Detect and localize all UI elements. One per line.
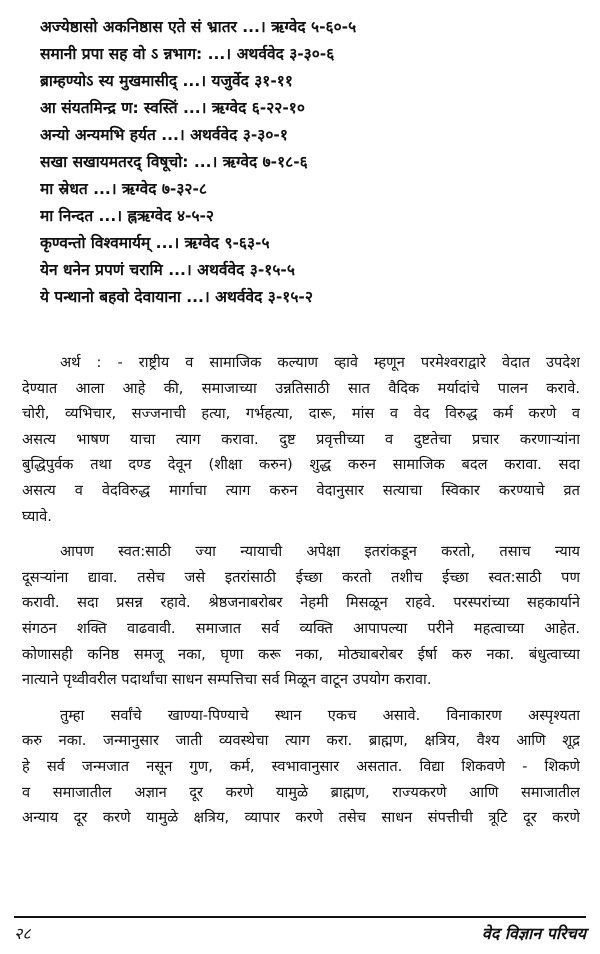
verse-line: मा निन्दत ...। ह्नऋग्वेद ४-५-२: [40, 207, 214, 225]
meaning-text: [22, 350, 580, 841]
text-line: नात्याने पृथ्वीवरील पदार्थांचा साधन सम्पत्तिचा सर्व मिळून वाटून उपयोग करावा.: [22, 671, 432, 689]
paragraph: [22, 539, 580, 693]
verse-line: येन धनेन प्रपणं चरामि ...। अथर्ववेद ३-१५-५: [40, 261, 295, 279]
text-line: बुद्धिपुर्वक तथा दण्ड देवून (शीक्षा करुन) शुद्ध करुन सामाजिक बदल करावा. सदा: [22, 456, 580, 474]
verse-line: अज्येष्ठासो अकनिष्ठास एते सं भ्रातर ...। ऋग्वेद ५-६०-५: [40, 18, 357, 36]
text-line: करु नका. जन्मानुसार जाती व्यवस्थेचा त्याग करा. ब्राह्मण, क्षत्रिय, वैश्य आणि शूद्र: [22, 732, 580, 750]
verse-line: आ संयतमिन्द्र ण: स्वस्तिं ...। ऋग्वेद ६-२२-१०: [40, 99, 305, 117]
running-footer-title: वेद विज्ञान परिचय: [481, 924, 586, 943]
text-line: अन्याय दूर करणे यामुळे क्षत्रिय, व्यापार करणे तसेच साधन संपत्तीची त्रूटि दूर करणे: [22, 809, 580, 827]
text-line: करावी. सदा प्रसन्न रहावे. श्रेष्ठजनाबरोबर नेहमी मिसळून राहवे. परस्परांच्या सहकार्याने: [22, 594, 580, 612]
text-line: देण्यात आला आहे की, समाजाच्या उन्नतिसाठी सात वैदिक मर्यादांचे पालन करावे.: [22, 379, 580, 397]
paragraph: [22, 350, 580, 529]
text-line: तुम्हा सर्वांचे खाण्या-पिण्याचे स्थान एकच असावे. विनाकारण अस्पृश्यता: [60, 706, 580, 724]
verse-line: अन्यो अन्यमभि हर्यत ...। अथर्ववेद ३-३०-१: [40, 126, 288, 144]
text-line: घ्यावे.: [22, 507, 52, 525]
verse-line: सखा सखायमतरद् विषूचो: ...। ऋग्वेद ७-१८-६: [40, 153, 308, 171]
footer-divider: [14, 916, 586, 918]
text-line: कोणासही कनिष्ठ समजू नका, घृणा करू नका, मोठ्याबरोबर ईर्षा करु नका. बंधुत्वाच्या: [22, 645, 580, 663]
verse-line: ये पन्थानो बहवो देवायाना ...। अथर्ववेद ३-१५-२: [40, 288, 313, 306]
text-line: अर्थ : - राष्ट्रीय व सामाजिक कल्याण व्हावे म्हणून परमेश्वराद्वारे वेदात उपदेश: [60, 354, 580, 371]
verse-line: समानी प्रपा सह वो ऽ न्नभाग: ...। अथर्ववेद ३-३०-६: [40, 45, 335, 63]
paragraph: [22, 703, 580, 831]
text-line: आपण स्वत:साठी ज्या न्यायाची अपेक्षा इतरांकडून करतो, तसाच न्याय: [60, 543, 580, 561]
text-line: हे सर्व जन्मजात नसून गुण, कर्म, स्वभावानुसार असतात. विद्या शिकवणे - शिकणे: [22, 757, 580, 775]
verse-line: कृण्वन्तो विश्वमार्यम् ...। ऋग्वेद ९-६३-५: [40, 234, 270, 252]
verse-line: ब्राम्हण्योऽ स्य मुखमासीद् ...। यजुर्वेद ३१-११: [40, 72, 293, 90]
text-line: व समाजातील अज्ञान दूर करणे यामुळे ब्राह्मण, राज्यकरणे आणि समाजातील: [22, 783, 580, 801]
text-line: असत्य व वेदविरुद्ध मार्गाचा त्याग करुन वेदानुसार सत्याचा स्विकार करण्याचे व्रत: [22, 481, 580, 499]
page-number: २८: [14, 924, 31, 943]
verse-line: मा स्रेधत ...। ऋग्वेद ७-३२-८: [40, 180, 207, 198]
text-line: चोरी, व्यभिचार, सज्जनाची हत्या, गर्भहत्या, दारू, मांस व वेद विरुद्ध कर्म करणे व: [22, 405, 580, 423]
text-line: दूसऱ्यांना द्यावा. तसेच जसे इतरांसाठी ईच्छा करतो तशीच ईच्छा स्वत:साठी पण: [22, 568, 580, 586]
text-line: संगठन शक्ति वाढवावी. समाजात सर्व व्यक्ति आपापल्या परीने महत्वाच्या आहेत.: [22, 619, 580, 637]
verse-list: [40, 14, 580, 311]
text-line: असत्य भाषण याचा त्याग करावा. दुष्ट प्रवृत्तीच्या व दुष्टतेचा प्रचार करणाऱ्यांना: [22, 430, 580, 448]
